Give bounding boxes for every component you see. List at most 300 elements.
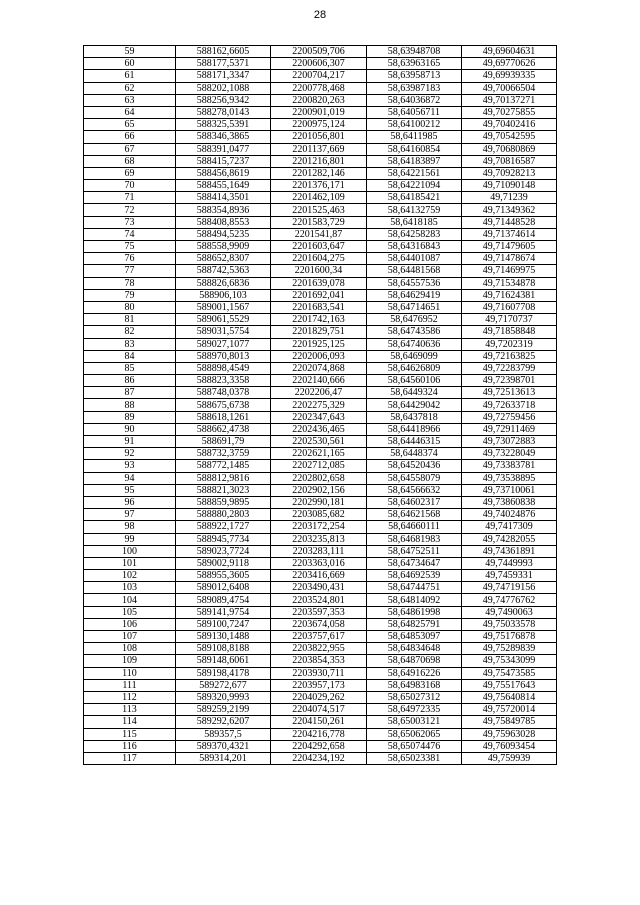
x-coordinate-cell: 589141,9754 (176, 606, 271, 618)
longitude-cell: 49,75720014 (462, 704, 557, 716)
x-coordinate-cell: 589148,6061 (176, 655, 271, 667)
point-number-cell: 65 (84, 119, 176, 131)
latitude-cell: 58,65074476 (367, 740, 462, 752)
table-row (84, 192, 557, 204)
latitude-cell: 58,63987183 (367, 82, 462, 94)
point-number-cell: 76 (84, 253, 176, 265)
table-row (84, 557, 557, 569)
table-row (84, 448, 557, 460)
longitude-cell: 49,73383781 (462, 460, 557, 472)
x-coordinate-cell: 588391,0477 (176, 143, 271, 155)
latitude-cell: 58,63948708 (367, 46, 462, 58)
point-number-cell: 71 (84, 192, 176, 204)
y-coordinate-cell: 2200704,217 (271, 70, 367, 82)
table-row (84, 411, 557, 423)
longitude-cell: 49,72633718 (462, 399, 557, 411)
y-coordinate-cell: 2204234,192 (271, 752, 367, 764)
x-coordinate-cell: 588922,1727 (176, 521, 271, 533)
point-number-cell: 67 (84, 143, 176, 155)
table-row (84, 119, 557, 131)
x-coordinate-cell: 588354,8936 (176, 204, 271, 216)
table-row (84, 643, 557, 655)
y-coordinate-cell: 2203235,813 (271, 533, 367, 545)
table-row (84, 436, 557, 448)
table-row (84, 704, 557, 716)
longitude-cell: 49,70680869 (462, 143, 557, 155)
table-row (84, 180, 557, 192)
y-coordinate-cell: 2201742,163 (271, 314, 367, 326)
x-coordinate-cell: 588898,4549 (176, 362, 271, 374)
point-number-cell: 89 (84, 411, 176, 423)
latitude-cell: 58,64183897 (367, 155, 462, 167)
longitude-cell: 49,7202319 (462, 338, 557, 350)
y-coordinate-cell: 2201829,751 (271, 326, 367, 338)
point-number-cell: 93 (84, 460, 176, 472)
latitude-cell: 58,65003121 (367, 716, 462, 728)
latitude-cell: 58,64681983 (367, 533, 462, 545)
x-coordinate-cell: 589012,6408 (176, 582, 271, 594)
latitude-cell: 58,64629419 (367, 289, 462, 301)
latitude-cell: 58,65062065 (367, 728, 462, 740)
x-coordinate-cell: 588456,8619 (176, 167, 271, 179)
longitude-cell: 49,75640814 (462, 691, 557, 703)
x-coordinate-cell: 589023,7724 (176, 545, 271, 557)
point-number-cell: 97 (84, 509, 176, 521)
y-coordinate-cell: 2202712,085 (271, 460, 367, 472)
table-row (84, 253, 557, 265)
longitude-cell: 49,75963028 (462, 728, 557, 740)
table-row (84, 326, 557, 338)
latitude-cell: 58,64861998 (367, 606, 462, 618)
table-row (84, 301, 557, 313)
point-number-cell: 116 (84, 740, 176, 752)
latitude-cell: 58,64429042 (367, 399, 462, 411)
y-coordinate-cell: 2201683,541 (271, 301, 367, 313)
y-coordinate-cell: 2201282,146 (271, 167, 367, 179)
x-coordinate-cell: 589089,4754 (176, 594, 271, 606)
longitude-cell: 49,71534878 (462, 277, 557, 289)
longitude-cell: 49,75289839 (462, 643, 557, 655)
y-coordinate-cell: 2202006,093 (271, 350, 367, 362)
point-number-cell: 80 (84, 301, 176, 313)
latitude-cell: 58,64418966 (367, 423, 462, 435)
longitude-cell: 49,71090148 (462, 180, 557, 192)
table-row (84, 216, 557, 228)
x-coordinate-cell: 588662,4738 (176, 423, 271, 435)
table-row (84, 387, 557, 399)
point-number-cell: 74 (84, 228, 176, 240)
x-coordinate-cell: 588826,6836 (176, 277, 271, 289)
point-number-cell: 86 (84, 375, 176, 387)
y-coordinate-cell: 2203674,058 (271, 618, 367, 630)
longitude-cell: 49,71448528 (462, 216, 557, 228)
y-coordinate-cell: 2201604,275 (271, 253, 367, 265)
x-coordinate-cell: 588732,3759 (176, 448, 271, 460)
latitude-cell: 58,64714651 (367, 301, 462, 313)
point-number-cell: 63 (84, 94, 176, 106)
table-row (84, 728, 557, 740)
x-coordinate-cell: 589357,5 (176, 728, 271, 740)
y-coordinate-cell: 2201376,171 (271, 180, 367, 192)
latitude-cell: 58,64853097 (367, 631, 462, 643)
y-coordinate-cell: 2203172,254 (271, 521, 367, 533)
point-number-cell: 108 (84, 643, 176, 655)
y-coordinate-cell: 2201925,125 (271, 338, 367, 350)
latitude-cell: 58,64566632 (367, 484, 462, 496)
latitude-cell: 58,64972335 (367, 704, 462, 716)
longitude-cell: 49,7449993 (462, 557, 557, 569)
latitude-cell: 58,64744751 (367, 582, 462, 594)
longitude-cell: 49,71469975 (462, 265, 557, 277)
table-row (84, 155, 557, 167)
longitude-cell: 49,75517643 (462, 679, 557, 691)
x-coordinate-cell: 589061,5529 (176, 314, 271, 326)
latitude-cell: 58,64100212 (367, 119, 462, 131)
table-row (84, 143, 557, 155)
x-coordinate-cell: 588748,0378 (176, 387, 271, 399)
x-coordinate-cell: 589292,6207 (176, 716, 271, 728)
point-number-cell: 88 (84, 399, 176, 411)
longitude-cell: 49,70275855 (462, 106, 557, 118)
x-coordinate-cell: 589198,4178 (176, 667, 271, 679)
table-row (84, 533, 557, 545)
latitude-cell: 58,65023381 (367, 752, 462, 764)
table-row (84, 691, 557, 703)
table-row (84, 545, 557, 557)
table-row (84, 667, 557, 679)
latitude-cell: 58,6411985 (367, 131, 462, 143)
x-coordinate-cell: 588346,3865 (176, 131, 271, 143)
point-number-cell: 64 (84, 106, 176, 118)
x-coordinate-cell: 589002,9118 (176, 557, 271, 569)
point-number-cell: 84 (84, 350, 176, 362)
point-number-cell: 104 (84, 594, 176, 606)
x-coordinate-cell: 588772,1485 (176, 460, 271, 472)
x-coordinate-cell: 588675,6738 (176, 399, 271, 411)
x-coordinate-cell: 589027,1077 (176, 338, 271, 350)
x-coordinate-cell: 588256,9342 (176, 94, 271, 106)
longitude-cell: 49,7490063 (462, 606, 557, 618)
y-coordinate-cell: 2202902,156 (271, 484, 367, 496)
table-row (84, 94, 557, 106)
point-number-cell: 85 (84, 362, 176, 374)
x-coordinate-cell: 588742,5363 (176, 265, 271, 277)
longitude-cell: 49,69604631 (462, 46, 557, 58)
page-number: 28 (313, 9, 327, 21)
latitude-cell: 58,64558079 (367, 472, 462, 484)
y-coordinate-cell: 2201603,647 (271, 241, 367, 253)
table-row (84, 106, 557, 118)
table-row (84, 582, 557, 594)
y-coordinate-cell: 2203416,669 (271, 570, 367, 582)
latitude-cell: 58,64056711 (367, 106, 462, 118)
point-number-cell: 91 (84, 436, 176, 448)
y-coordinate-cell: 2203957,173 (271, 679, 367, 691)
table-row (84, 362, 557, 374)
y-coordinate-cell: 2201137,669 (271, 143, 367, 155)
table-row (84, 167, 557, 179)
table-row (84, 58, 557, 70)
point-number-cell: 102 (84, 570, 176, 582)
y-coordinate-cell: 2201541,87 (271, 228, 367, 240)
x-coordinate-cell: 589314,201 (176, 752, 271, 764)
x-coordinate-cell: 589100,7247 (176, 618, 271, 630)
y-coordinate-cell: 2201692,041 (271, 289, 367, 301)
point-number-cell: 68 (84, 155, 176, 167)
x-coordinate-cell: 589130,1488 (176, 631, 271, 643)
latitude-cell: 58,64258283 (367, 228, 462, 240)
point-number-cell: 114 (84, 716, 176, 728)
latitude-cell: 58,63963165 (367, 58, 462, 70)
table-row (84, 375, 557, 387)
point-number-cell: 78 (84, 277, 176, 289)
x-coordinate-cell: 589001,1567 (176, 301, 271, 313)
latitude-cell: 58,6476952 (367, 314, 462, 326)
latitude-cell: 58,64160854 (367, 143, 462, 155)
longitude-cell: 49,70066504 (462, 82, 557, 94)
table-row (84, 509, 557, 521)
x-coordinate-cell: 588955,3605 (176, 570, 271, 582)
point-number-cell: 113 (84, 704, 176, 716)
longitude-cell: 49,70816587 (462, 155, 557, 167)
longitude-cell: 49,69939335 (462, 70, 557, 82)
table-row (84, 241, 557, 253)
latitude-cell: 58,64560106 (367, 375, 462, 387)
longitude-cell: 49,71478674 (462, 253, 557, 265)
longitude-cell: 49,7417309 (462, 521, 557, 533)
point-number-cell: 62 (84, 82, 176, 94)
y-coordinate-cell: 2200778,468 (271, 82, 367, 94)
x-coordinate-cell: 589108,8188 (176, 643, 271, 655)
x-coordinate-cell: 588880,2803 (176, 509, 271, 521)
point-number-cell: 98 (84, 521, 176, 533)
x-coordinate-cell: 588812,9816 (176, 472, 271, 484)
table-row (84, 594, 557, 606)
table-row (84, 655, 557, 667)
coordinates-table-body (84, 46, 557, 765)
point-number-cell: 100 (84, 545, 176, 557)
longitude-cell: 49,74024876 (462, 509, 557, 521)
latitude-cell: 58,64834648 (367, 643, 462, 655)
longitude-cell: 49,75343099 (462, 655, 557, 667)
x-coordinate-cell: 588408,8553 (176, 216, 271, 228)
table-row (84, 484, 557, 496)
point-number-cell: 66 (84, 131, 176, 143)
y-coordinate-cell: 2202990,181 (271, 496, 367, 508)
longitude-cell: 49,70402416 (462, 119, 557, 131)
longitude-cell: 49,71349362 (462, 204, 557, 216)
latitude-cell: 58,64983168 (367, 679, 462, 691)
longitude-cell: 49,71479605 (462, 241, 557, 253)
point-number-cell: 99 (84, 533, 176, 545)
latitude-cell: 58,64621568 (367, 509, 462, 521)
latitude-cell: 58,64602317 (367, 496, 462, 508)
longitude-cell: 49,759939 (462, 752, 557, 764)
latitude-cell: 58,64734647 (367, 557, 462, 569)
x-coordinate-cell: 588494,5235 (176, 228, 271, 240)
latitude-cell: 58,64660111 (367, 521, 462, 533)
longitude-cell: 49,71607708 (462, 301, 557, 313)
longitude-cell: 49,75176878 (462, 631, 557, 643)
point-number-cell: 77 (84, 265, 176, 277)
coordinates-table (83, 45, 557, 765)
latitude-cell: 58,64752511 (367, 545, 462, 557)
longitude-cell: 49,72513613 (462, 387, 557, 399)
table-row (84, 314, 557, 326)
latitude-cell: 58,65027312 (367, 691, 462, 703)
x-coordinate-cell: 588823,3358 (176, 375, 271, 387)
y-coordinate-cell: 2201600,34 (271, 265, 367, 277)
latitude-cell: 58,64221561 (367, 167, 462, 179)
x-coordinate-cell: 588177,5371 (176, 58, 271, 70)
y-coordinate-cell: 2200975,124 (271, 119, 367, 131)
x-coordinate-cell: 589259,2199 (176, 704, 271, 716)
point-number-cell: 107 (84, 631, 176, 643)
x-coordinate-cell: 588171,3347 (176, 70, 271, 82)
longitude-cell: 49,70137271 (462, 94, 557, 106)
point-number-cell: 117 (84, 752, 176, 764)
x-coordinate-cell: 588414,3501 (176, 192, 271, 204)
point-number-cell: 59 (84, 46, 176, 58)
latitude-cell: 58,64740636 (367, 338, 462, 350)
longitude-cell: 49,7459331 (462, 570, 557, 582)
latitude-cell: 58,64316843 (367, 241, 462, 253)
latitude-cell: 58,64692539 (367, 570, 462, 582)
y-coordinate-cell: 2201639,078 (271, 277, 367, 289)
latitude-cell: 58,64557536 (367, 277, 462, 289)
table-row (84, 131, 557, 143)
table-row (84, 204, 557, 216)
y-coordinate-cell: 2203283,111 (271, 545, 367, 557)
latitude-cell: 58,6449324 (367, 387, 462, 399)
longitude-cell: 49,72759456 (462, 411, 557, 423)
x-coordinate-cell: 588202,1088 (176, 82, 271, 94)
table-row (84, 740, 557, 752)
y-coordinate-cell: 2204074,517 (271, 704, 367, 716)
longitude-cell: 49,75849785 (462, 716, 557, 728)
table-row (84, 265, 557, 277)
table-row (84, 228, 557, 240)
longitude-cell: 49,75033578 (462, 618, 557, 630)
y-coordinate-cell: 2204029,262 (271, 691, 367, 703)
table-row (84, 679, 557, 691)
longitude-cell: 49,70928213 (462, 167, 557, 179)
table-row (84, 472, 557, 484)
table-row (84, 716, 557, 728)
longitude-cell: 49,72163825 (462, 350, 557, 362)
latitude-cell: 58,64446315 (367, 436, 462, 448)
x-coordinate-cell: 588859,9895 (176, 496, 271, 508)
y-coordinate-cell: 2204216,778 (271, 728, 367, 740)
x-coordinate-cell: 588906,103 (176, 289, 271, 301)
x-coordinate-cell: 588945,7734 (176, 533, 271, 545)
table-row (84, 752, 557, 764)
latitude-cell: 58,64520436 (367, 460, 462, 472)
table-row (84, 46, 557, 58)
point-number-cell: 95 (84, 484, 176, 496)
point-number-cell: 70 (84, 180, 176, 192)
y-coordinate-cell: 2203490,431 (271, 582, 367, 594)
latitude-cell: 58,64626809 (367, 362, 462, 374)
point-number-cell: 111 (84, 679, 176, 691)
longitude-cell: 49,72911469 (462, 423, 557, 435)
latitude-cell: 58,64870698 (367, 655, 462, 667)
longitude-cell: 49,73538895 (462, 472, 557, 484)
y-coordinate-cell: 2202347,643 (271, 411, 367, 423)
point-number-cell: 92 (84, 448, 176, 460)
y-coordinate-cell: 2201216,801 (271, 155, 367, 167)
point-number-cell: 96 (84, 496, 176, 508)
table-row (84, 82, 557, 94)
y-coordinate-cell: 2202074,868 (271, 362, 367, 374)
point-number-cell: 90 (84, 423, 176, 435)
point-number-cell: 81 (84, 314, 176, 326)
y-coordinate-cell: 2201462,109 (271, 192, 367, 204)
latitude-cell: 58,64132759 (367, 204, 462, 216)
table-row (84, 70, 557, 82)
y-coordinate-cell: 2203757,617 (271, 631, 367, 643)
y-coordinate-cell: 2203363,016 (271, 557, 367, 569)
longitude-cell: 49,69770626 (462, 58, 557, 70)
longitude-cell: 49,71624381 (462, 289, 557, 301)
y-coordinate-cell: 2203930,711 (271, 667, 367, 679)
y-coordinate-cell: 2201583,729 (271, 216, 367, 228)
longitude-cell: 49,73710061 (462, 484, 557, 496)
x-coordinate-cell: 588415,7237 (176, 155, 271, 167)
longitude-cell: 49,74361891 (462, 545, 557, 557)
latitude-cell: 58,64401087 (367, 253, 462, 265)
point-number-cell: 115 (84, 728, 176, 740)
x-coordinate-cell: 588162,6605 (176, 46, 271, 58)
latitude-cell: 58,64743586 (367, 326, 462, 338)
point-number-cell: 105 (84, 606, 176, 618)
table-row (84, 570, 557, 582)
y-coordinate-cell: 2203597,353 (271, 606, 367, 618)
point-number-cell: 87 (84, 387, 176, 399)
y-coordinate-cell: 2203822,955 (271, 643, 367, 655)
latitude-cell: 58,6437818 (367, 411, 462, 423)
y-coordinate-cell: 2202206,47 (271, 387, 367, 399)
longitude-cell: 49,71858848 (462, 326, 557, 338)
y-coordinate-cell: 2204150,261 (271, 716, 367, 728)
longitude-cell: 49,74776762 (462, 594, 557, 606)
latitude-cell: 58,6469099 (367, 350, 462, 362)
longitude-cell: 49,74282055 (462, 533, 557, 545)
point-number-cell: 60 (84, 58, 176, 70)
y-coordinate-cell: 2203085,682 (271, 509, 367, 521)
x-coordinate-cell: 589320,9993 (176, 691, 271, 703)
y-coordinate-cell: 2202140,666 (271, 375, 367, 387)
table-row (84, 350, 557, 362)
point-number-cell: 79 (84, 289, 176, 301)
point-number-cell: 82 (84, 326, 176, 338)
point-number-cell: 101 (84, 557, 176, 569)
point-number-cell: 73 (84, 216, 176, 228)
point-number-cell: 94 (84, 472, 176, 484)
latitude-cell: 58,64825791 (367, 618, 462, 630)
y-coordinate-cell: 2203524,801 (271, 594, 367, 606)
table-row (84, 496, 557, 508)
point-number-cell: 83 (84, 338, 176, 350)
table-row (84, 606, 557, 618)
latitude-cell: 58,6448374 (367, 448, 462, 460)
x-coordinate-cell: 588278,0143 (176, 106, 271, 118)
longitude-cell: 49,72398701 (462, 375, 557, 387)
longitude-cell: 49,75473585 (462, 667, 557, 679)
x-coordinate-cell: 588618,1261 (176, 411, 271, 423)
longitude-cell: 49,71239 (462, 192, 557, 204)
table-row (84, 277, 557, 289)
